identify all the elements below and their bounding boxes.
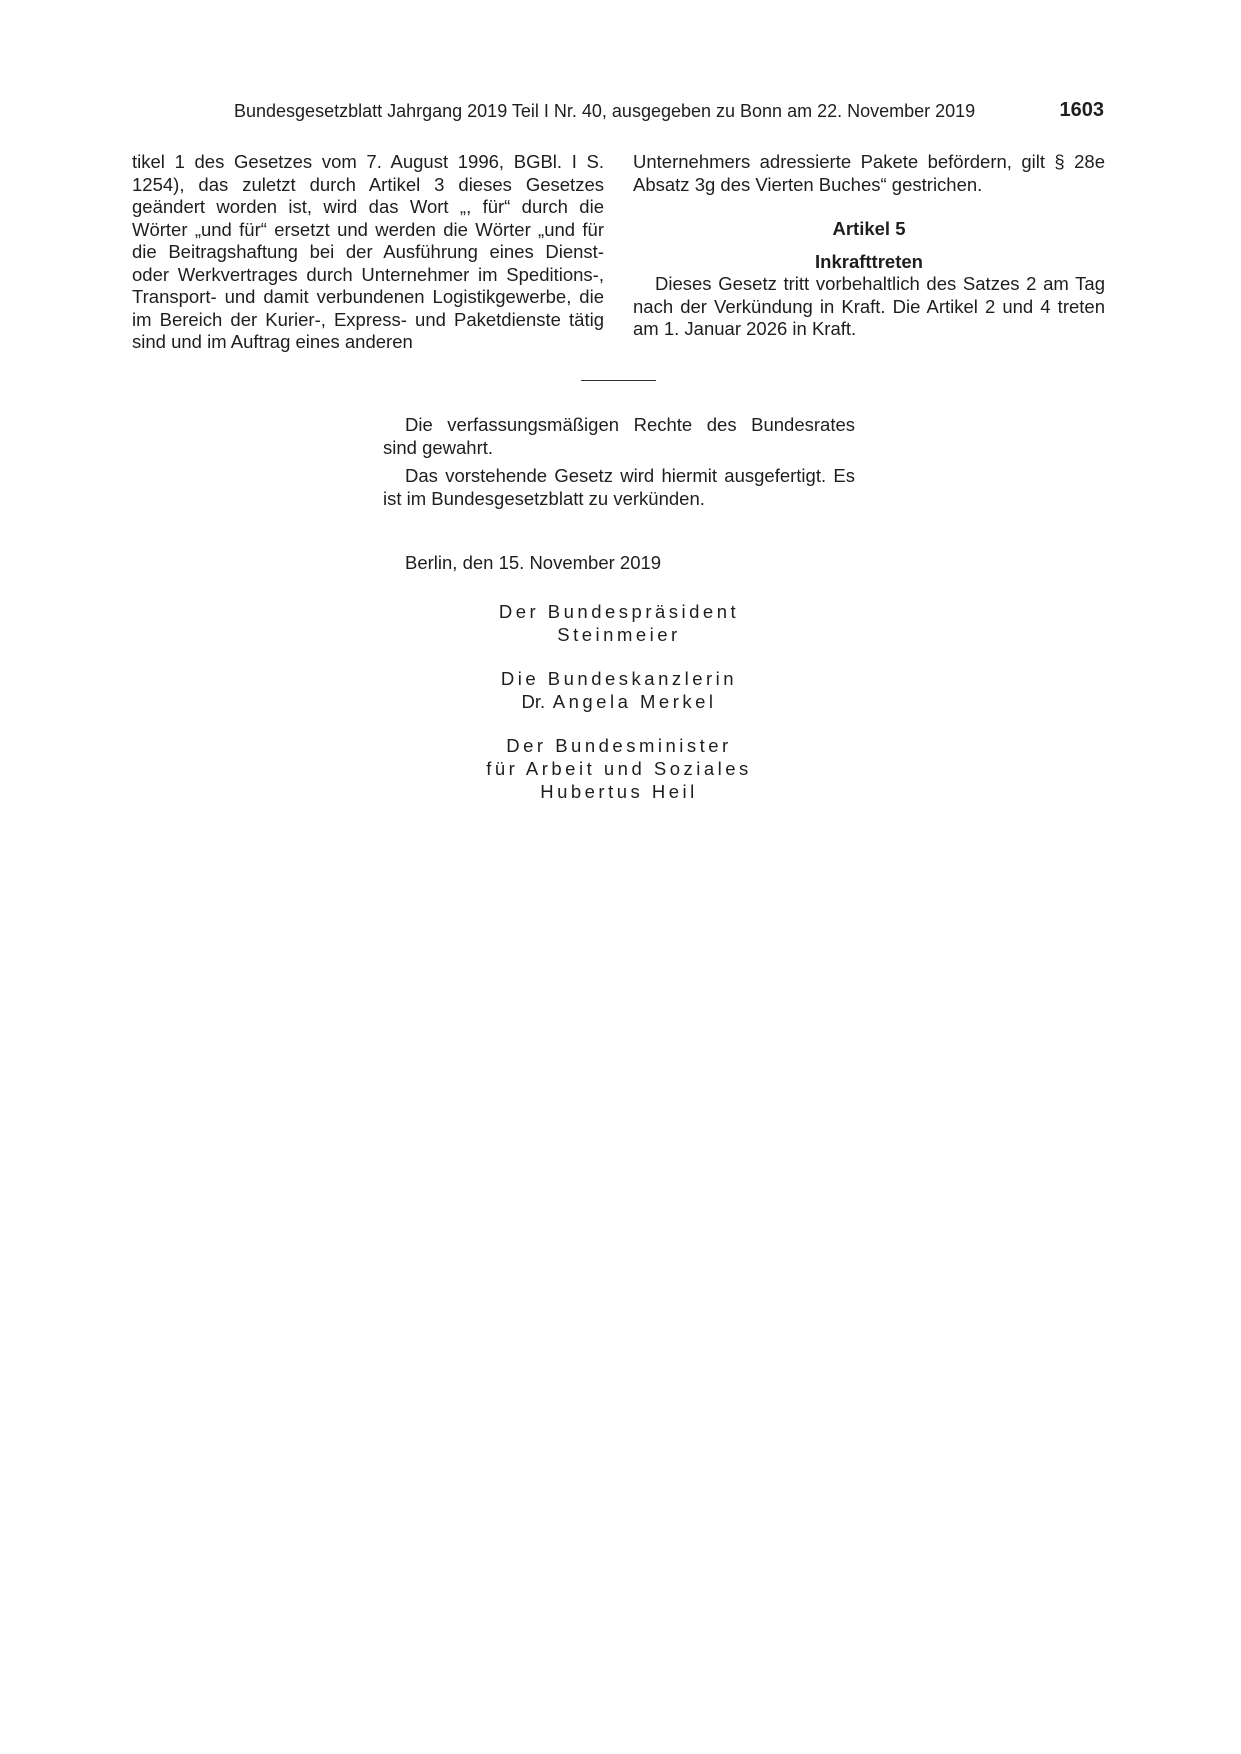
separator-rule — [581, 380, 656, 381]
closing-block — [383, 414, 855, 581]
signature-name: Angela Merkel — [552, 691, 717, 712]
signature-name-prefix: Dr. — [521, 691, 546, 712]
article-title: Inkrafttreten — [815, 250, 923, 272]
signature-block-chancellor — [383, 667, 855, 713]
right-column — [633, 151, 1105, 341]
left-column — [132, 151, 604, 354]
signature-office: Der Bundespräsident — [498, 601, 740, 622]
article-number: Artikel 5 — [832, 218, 906, 239]
signature-name-line — [383, 690, 855, 713]
page-number: 1603 — [1059, 99, 1104, 121]
signature-block-president — [383, 600, 855, 646]
signature-office: Der Bundesminister — [506, 735, 732, 756]
signature-name: Steinmeier — [557, 624, 681, 645]
article-text: Dieses Gesetz tritt vorbehaltlich des Satzes 2 am Tag nach der Verkündung in Kraft. Die Artikel 2 und 4 treten am 1. Januar 2026 in Kraft. — [633, 273, 1105, 339]
header-title: Bundesgesetzblatt Jahrgang 2019 Teil I Nr. 40, ausgegeben zu Bonn am 22. November 2019 — [234, 101, 976, 121]
signature-block-minister — [383, 734, 855, 803]
left-paragraph: tikel 1 des Gesetzes vom 7. August 1996, BGBl. I S. 1254), das zuletzt durch Artikel 3 dieses Gesetzes geändert worden ist, wird das Wort „, für“ durch die Wörter „und für“ ersetzt und werden die Wörter „und für die Beitragshaftung bei der Ausführung eines Dienst- oder Werkvertrages durch Unternehmer im Speditions-, Transport- und damit verbundenen Logistikgewerbe, die im Bereich der Kurier-, Express- und Paketdienste tätig sind und im Auftrag eines anderen — [132, 151, 604, 352]
rights-statement: Die verfassungsmäßigen Rechte des Bundesrates sind gewahrt. — [383, 414, 855, 458]
continuation-paragraph: Unternehmers adressierte Pakete befördern, gilt § 28e Absatz 3g des Vierten Buches“ gestrichen. — [633, 151, 1105, 195]
place-date: Berlin, den 15. November 2019 — [405, 552, 662, 573]
signature-office-line2: für Arbeit und Soziales — [486, 758, 752, 779]
signature-name: Hubertus Heil — [540, 781, 698, 802]
signature-office: Die Bundeskanzlerin — [500, 668, 738, 689]
promulgation-statement: Das vorstehende Gesetz wird hiermit ausgefertigt. Es ist im Bundesgesetzblatt zu verkünden. — [383, 465, 855, 509]
